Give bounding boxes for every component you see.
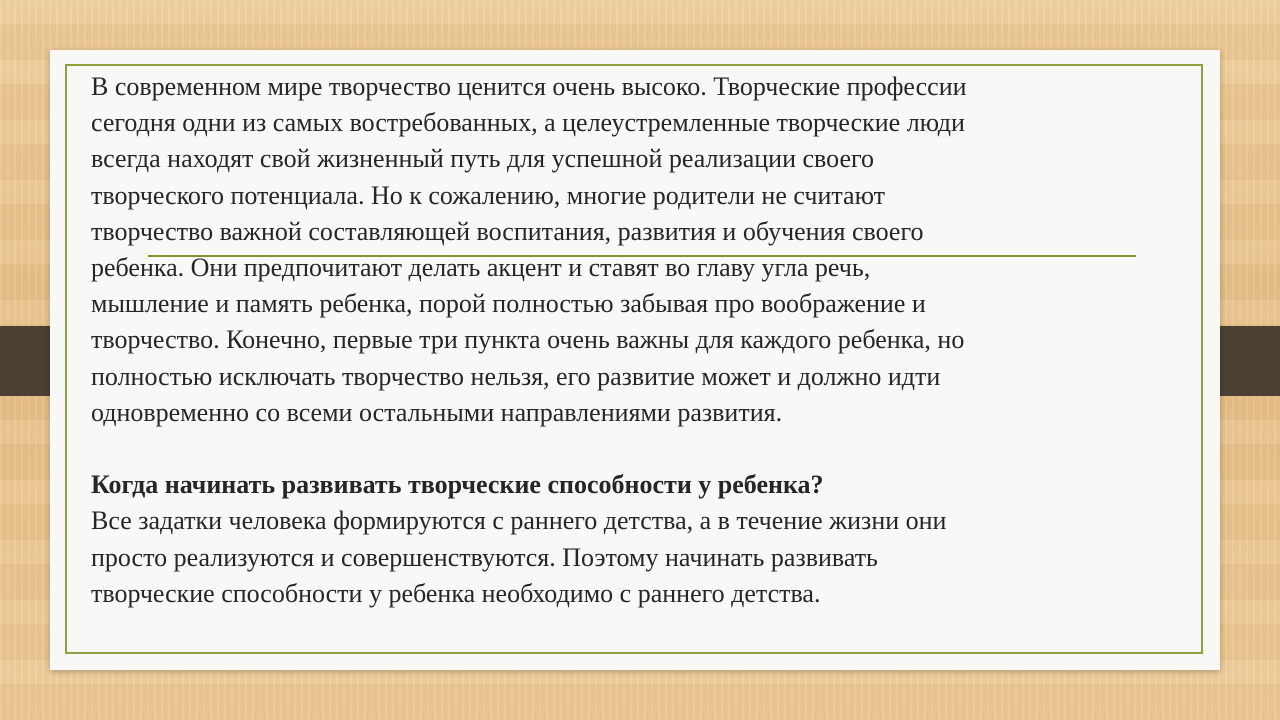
section-heading-text: Когда начинать развивать творческие способности у ребенка? bbox=[91, 470, 824, 500]
intro-paragraph-line: творческого потенциала. Но к сожалению, многие родители не считают bbox=[91, 180, 886, 210]
intro-paragraph-line: сегодня одни из самых востребованных, а целеустремленные творческие люди bbox=[91, 108, 965, 138]
answer-paragraph bbox=[91, 503, 1201, 612]
answer-paragraph-line: творческие способности у ребенка необходимо с раннего детства. bbox=[91, 578, 821, 608]
answer-paragraph-line: Все задатки человека формируются с раннего детства, а в течение жизни они bbox=[91, 506, 947, 536]
intro-paragraph-line: В современном мире творчество ценится очень высоко. Творческие профессии bbox=[91, 72, 967, 101]
intro-paragraph bbox=[91, 69, 1201, 431]
section-heading bbox=[91, 467, 1201, 503]
slide-text-body bbox=[91, 69, 1201, 612]
intro-paragraph-line: творчество. Конечно, первые три пункта очень важны для каждого ребенка, но bbox=[91, 325, 965, 355]
intro-paragraph-line: одновременно со всеми остальными направлениями развития. bbox=[91, 397, 783, 427]
paragraph-spacer bbox=[91, 431, 1201, 467]
answer-paragraph-line: просто реализуются и совершенствуются. Поэтому начинать развивать bbox=[91, 542, 878, 572]
intro-paragraph-line: всегда находят свой жизненный путь для успешной реализации своего bbox=[91, 144, 875, 174]
intro-paragraph-line: творчество важной составляющей воспитания, развития и обучения своего bbox=[91, 216, 924, 246]
intro-paragraph-line: мышление и память ребенка, порой полностью забывая про воображение и bbox=[91, 289, 926, 319]
intro-paragraph-line: ребенка. Они предпочитают делать акцент и ставят во главу угла речь, bbox=[91, 253, 871, 283]
intro-paragraph-line: полностью исключать творчество нельзя, его развитие может и должно идти bbox=[91, 361, 941, 391]
